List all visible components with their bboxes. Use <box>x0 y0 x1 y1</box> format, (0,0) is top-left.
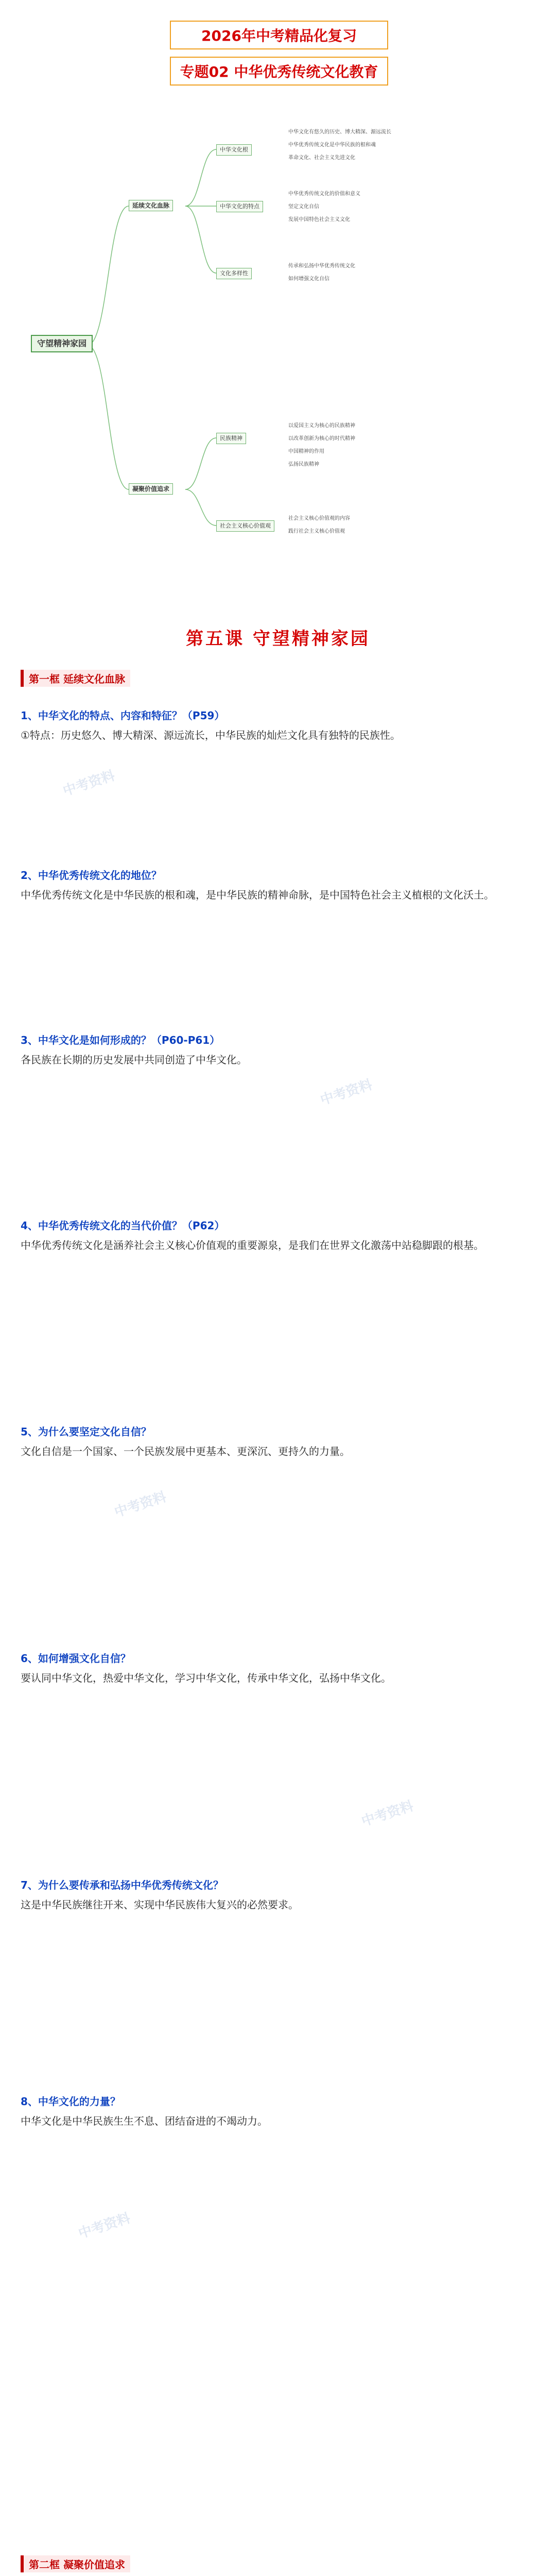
mind-map-connectors <box>31 118 525 582</box>
qa-item <box>21 866 535 905</box>
mind-map <box>31 118 525 582</box>
question: 5、为什么要坚定文化自信？ <box>21 1426 151 1438</box>
mind-map-leaf: 中华优秀传统文化是中华民族的根和魂 <box>288 142 376 148</box>
question: 7、为什么要传承和弘扬中华优秀传统文化？ <box>21 1879 223 1891</box>
mind-map-leaf: 中华优秀传统文化的价值和意义 <box>288 191 360 197</box>
answer: 这是中华民族继往开来、实现中华民族伟大复兴的必然要求。 <box>21 1899 299 1911</box>
watermark: 中考资料 <box>359 1798 415 1830</box>
watermark: 中考资料 <box>318 1077 374 1109</box>
answer: 各民族在长期的历史发展中共同创造了中华文化。 <box>21 1054 247 1066</box>
mind-map-leaf: 如何增强文化自信 <box>288 276 329 282</box>
mind-map-sub-2: 中华文化的特点 <box>216 201 263 212</box>
answer: 中华优秀传统文化是中华民族的根和魂，是中华民族的精神命脉，是中国特色社会主义植根的文化沃土。 <box>21 889 494 901</box>
question: 3、中华文化是如何形成的？（P60-P61） <box>21 1034 220 1046</box>
answer: 中华优秀传统文化是涵养社会主义核心价值观的重要源泉，是我们在世界文化激荡中站稳脚跟的根基。 <box>21 1239 484 1251</box>
mind-map-branch-2: 凝聚价值追求 <box>129 483 173 495</box>
watermark: 中考资料 <box>61 768 117 800</box>
mind-map-leaf: 传承和弘扬中华优秀传统文化 <box>288 263 355 269</box>
lesson-title: 第五课 守望精神家园 <box>186 629 370 649</box>
mind-map-leaf: 以爱国主义为核心的民族精神 <box>288 423 355 429</box>
answer: 中华文化是中华民族生生不息、团结奋进的不竭动力。 <box>21 2115 268 2127</box>
mind-map-sub-3: 文化多样性 <box>216 268 252 279</box>
mind-map-leaf: 革命文化、社会主义先进文化 <box>288 155 355 161</box>
question: 8、中华文化的力量？ <box>21 2095 120 2108</box>
mind-map-leaf: 社会主义核心价值观的内容 <box>288 516 350 521</box>
mind-map-sub-5: 社会主义核心价值观 <box>216 520 274 532</box>
answer: 要认同中华文化，热爱中华文化，学习中华文化，传承中华文化，弘扬中华文化。 <box>21 1672 391 1684</box>
question: 1、中华文化的特点、内容和特征？（P59） <box>21 709 225 722</box>
mind-map-branch-1: 延续文化血脉 <box>129 200 173 211</box>
page-subtitle: 专题02 中华优秀传统文化教育 <box>170 57 388 86</box>
qa-item <box>21 1875 535 1914</box>
question: 2、中华优秀传统文化的地位？ <box>21 869 162 882</box>
mind-map-leaf: 坚定文化自信 <box>288 204 319 210</box>
mind-map-leaf: 中华文化有悠久的历史、博大精深、源远流长 <box>288 129 391 135</box>
watermark: 中考资料 <box>76 2210 132 2242</box>
mind-map-leaf: 弘扬民族精神 <box>288 462 319 467</box>
qa-item <box>21 1216 535 1255</box>
mind-map-leaf: 践行社会主义核心价值观 <box>288 529 345 534</box>
mind-map-leaf: 发展中国特色社会主义文化 <box>288 217 350 223</box>
page-title: 2026年中考精品化复习 <box>170 21 388 49</box>
mind-map-leaf: 以改革创新为核心的时代精神 <box>288 436 355 442</box>
qa-item <box>21 1422 535 1461</box>
question: 4、中华优秀传统文化的当代价值？（P62） <box>21 1219 225 1232</box>
mind-map-sub-1: 中华文化根 <box>216 144 252 156</box>
question: 6、如何增强文化自信？ <box>21 1652 131 1665</box>
mind-map-leaf: 中国精神的作用 <box>288 449 324 454</box>
answer: ①特点：历史悠久、博大精深、源远流长，中华民族的灿烂文化具有独特的民族性。 <box>21 729 401 741</box>
section-heading: 第一框 延续文化血脉 <box>21 670 130 687</box>
watermark: 中考资料 <box>112 1489 168 1521</box>
qa-item <box>21 1030 535 1070</box>
mind-map-root: 守望精神家园 <box>31 335 93 352</box>
section-heading: 第二框 凝聚价值追求 <box>21 2555 130 2572</box>
qa-item <box>21 706 535 745</box>
qa-item <box>21 2092 535 2131</box>
qa-item <box>21 1649 535 1688</box>
mind-map-sub-4: 民族精神 <box>216 433 246 444</box>
answer: 文化自信是一个国家、一个民族发展中更基本、更深沉、更持久的力量。 <box>21 1445 350 1458</box>
